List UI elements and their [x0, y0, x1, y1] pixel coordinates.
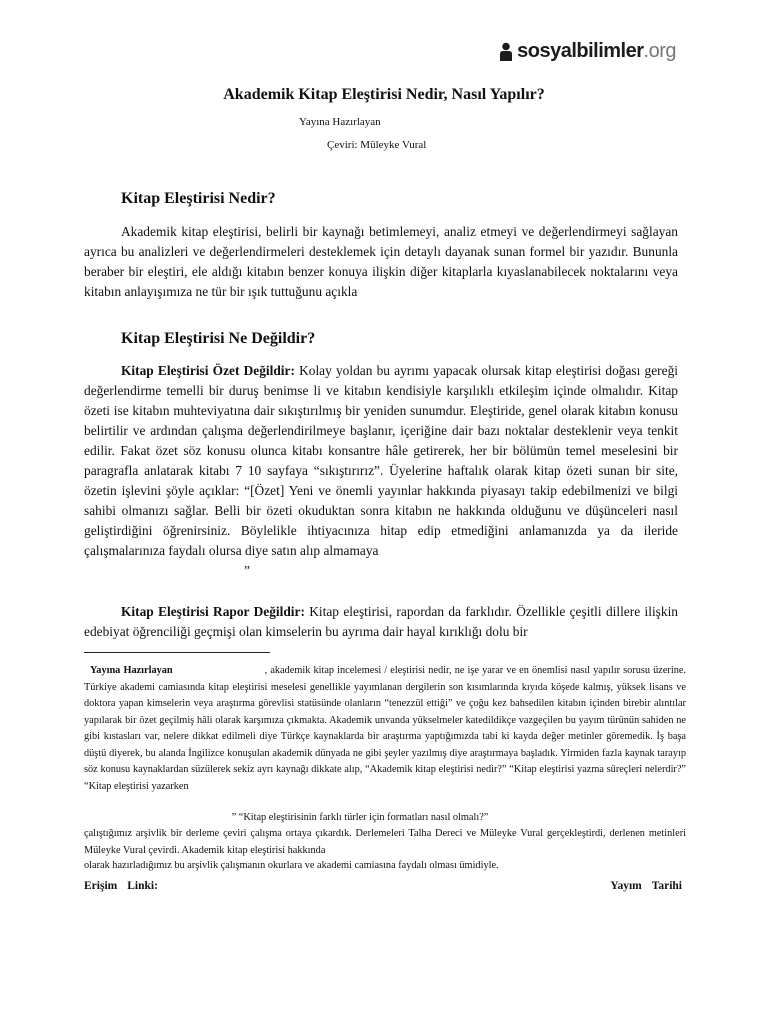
document-title: Akademik Kitap Eleştirisi Nedir, Nasıl Yapılır?: [223, 86, 545, 103]
footnote-divider: [84, 652, 270, 653]
footnote-questions-line: ” “Kitap eleştirisinin farklı türler için formatları nasıl olmalı?”: [231, 812, 489, 823]
access-link-label: Erişim Linki:: [84, 880, 158, 892]
access-info-row: [84, 880, 682, 892]
section-heading-what-is-not: Kitap Eleştirisi Ne Değildir?: [121, 330, 316, 347]
paragraph-lead: Kitap Eleştirisi Rapor Değildir:: [121, 604, 305, 619]
publish-date-label: Yayım Tarihi: [610, 880, 682, 892]
logo-text: sosyalbilimler.org: [517, 40, 676, 62]
paragraph-text: Kitap eleştirisi, rapordan da farklıdır. Özellikle çeşitli dillere ilişkin edebiyat öğrenciliği geçmişi olan kimselerin bu ayrıma dair hayal kırıklığı dolu bir: [84, 604, 678, 639]
footnote-continued: çalıştığımız arşivlik bir derleme çeviri çalışma ortaya çıkardık. Derlemeleri Talha Dereci ve Müleyke Vural gerçekleştirdi, derlenen metinleri Müleyke Vural çevirdi. Akademik kitap eleştirisi hakkında: [84, 828, 686, 856]
paragraph-closing-quote: ”: [244, 563, 250, 578]
footnote-text: , akademik kitap incelemesi / eleştirisi nedir, ne işe yarar ve en önemlisi nasıl yapılır sorusu üzerine. Türkiye akademi camiasında kitap eleştirisi meselesi genellikle yayımlanan dergilerin son kısımlarında kıyıda köşede kalmış, yüksek lisans ve doktora yapan kimselerin veya araştırma görevlisi statüsünde olanların “tenezzül ettiği” ve çoğu kez bahsedilen kitabın içinden birebir alıntılar yapılarak bir özet geçilmiş hâli olarak karşımıza çıkmakta. Akademik unvanda yükselmeler katedildikçe vazgeçilen bu yayım türünün sahiden ne gibi kıstasları var, nelere dikkat edilmeli diye Türkçe kaynaklarda bir araştırma yaptığımızda tabi ki kayda değer metinler göremedik. İş başa düştü diyerek, bu alanda İngilizce konuşulan akademik dünyada ne gibi şeyler yazılmış diye araştırmaya başladık. Yirmiden fazla kaynak tarayıp söz konusu kaynaklardan süzülerek sekiz ayrı kaynağı dikkate alıp, “Akademik kitap eleştirisi nedir?” “Kitap eleştirisi yazma süreçleri nelerdir?” “Kitap eleştirisi yazarken: [84, 665, 687, 792]
section-what-is-paragraph: Akademik kitap eleştirisi, belirli bir kaynağı betimlemeyi, analiz etmeyi ve değerlendirmeyi sağlayan ayrıca bu analizleri ve değerlendirmeleri desteklemek için detaylı dayanak sunan formel bir yazıdır. Bununla beraber bir eleştiri, ele aldığı kitabın benzer konuya ilişkin diğer kitaplarla kıyaslanabilecek noktalarını veya kitabın anlayışımıza ne tür bir ışık tuttuğunu açıkla: [84, 224, 678, 299]
section-heading-what-is: Kitap Eleştirisi Nedir?: [121, 190, 276, 207]
person-icon: [499, 42, 513, 62]
translator-credit: Çeviri: Müleyke Vural: [327, 139, 427, 151]
site-logo[interactable]: [499, 40, 676, 63]
logo-suffix: .org: [643, 40, 676, 62]
footnote-paragraph: [84, 663, 686, 795]
paragraph-lead: Kitap Eleştirisi Özet Değildir:: [121, 363, 295, 378]
paragraph-text: Kolay yoldan bu ayrımı yapacak olursak kitap eleştirisi doğası gereği değerlendirme temelli bir duruş benimse li ve kitabın kendisiyle karşılıklı etkileşim içinde olmalıdır. Kitap özeti ise kitabın muhteviyatına dair sıkıştırılmış bir yeniden sunumdur. Eleştiride, genel olarak kitabın konusu belirtilir ve ardından çalışma değerlendirilmeye başlanır, içeriğine dair bazı noktalar desteklenir veya tenkit edilir. Fakat özet söz konusu olunca kitabı konsantre hâle getirerek, her bir bölümün temel meselesini bir paragrafla anlatarak kitabı 7 10 sayfaya “sıkıştırırız”. Üyelerine haftalık olarak kitap özeti sunan bir site, özetin işlevini şöyle açıklar: “[Özet] Yeni ve önemli yayınlar hakkında piyasayı takip edebilmenizi ve bilgi sahibi olmanızı sağlar. Belli bir özeti okuduktan sonra kitabın ne hakkında olduğunu ve düşünceleri nasıl geliştirdiğini öğrenirsiniz. Böylelikle ihtiyacınıza hitap edip etmediğini anlamanızda ya da ileride çalışmalarınıza faydalı olursa diye satın alıp almamaya: [84, 363, 678, 558]
preparer-label: Yayına Hazırlayan: [299, 116, 381, 128]
footnote-lead: Yayına Hazırlayan: [90, 665, 173, 676]
section-not-report-paragraph: [84, 602, 678, 642]
footnote-closing: olarak hazırladığımız bu arşivlik çalışmanın okurlara ve akademi camiasına faydalı olması ümidiyle.: [84, 860, 499, 871]
section-not-summary-paragraph: [84, 361, 678, 581]
